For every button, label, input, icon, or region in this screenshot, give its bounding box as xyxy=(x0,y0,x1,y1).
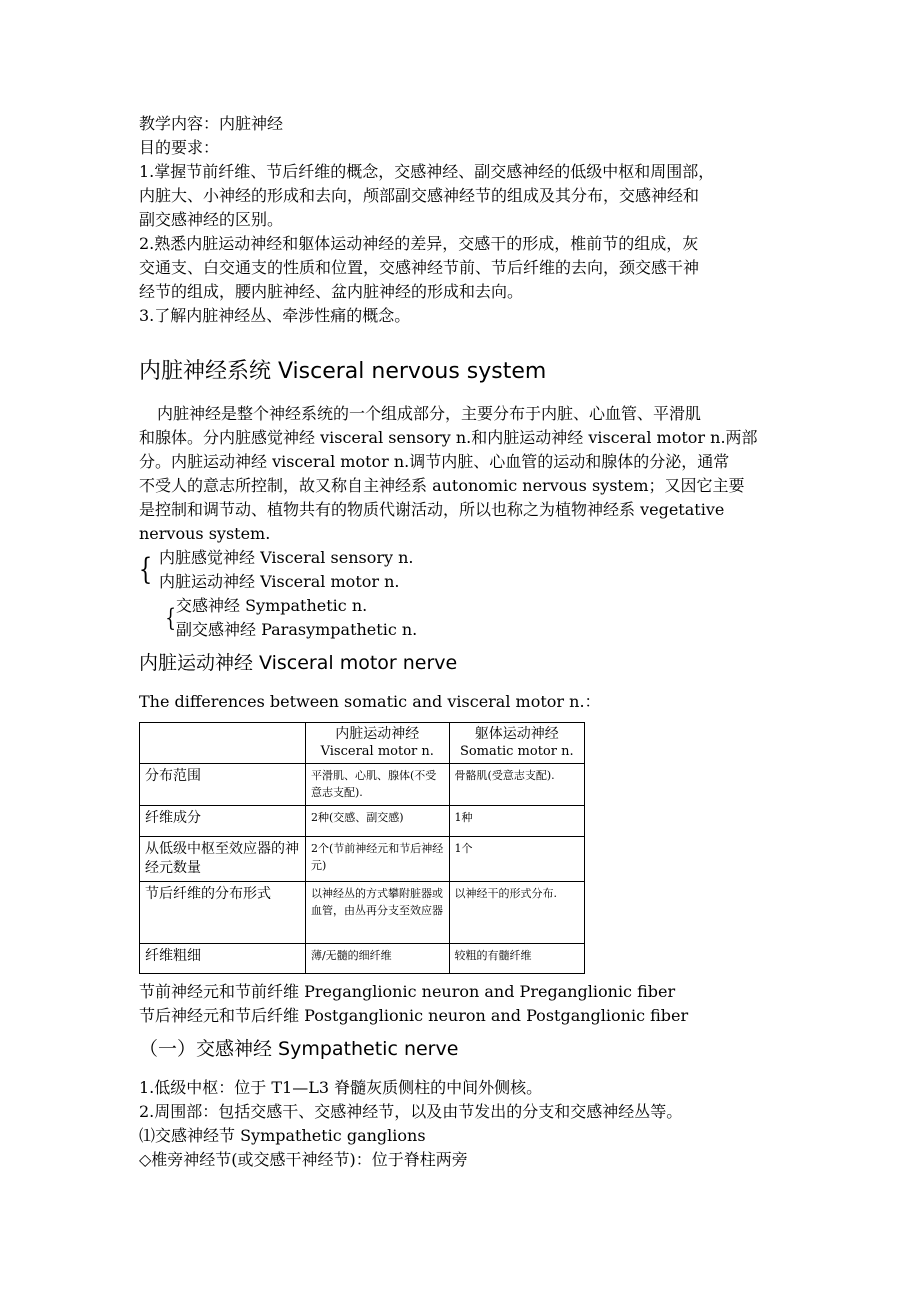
row-label: 纤维成分 xyxy=(140,806,306,837)
table-row xyxy=(140,806,585,837)
tree-parasympathetic: 副交感神经 Parasympathetic n. xyxy=(176,620,418,639)
aim-label: 目的要求： xyxy=(139,138,220,157)
row-label: 从低级中枢至效应器的神经元数量 xyxy=(140,837,306,882)
somatic-value: 以神经干的形式分布. xyxy=(449,882,584,944)
header-visceral-cn: 内脏运动神经 xyxy=(335,726,420,742)
postganglionic-line: 节后神经元和节后纤维 Postganglionic neuron and Postganglionic fiber xyxy=(139,1006,689,1025)
visceral-value: 薄/无髓的细纤维 xyxy=(305,944,449,974)
table-row xyxy=(140,882,585,944)
row-label: 分布范围 xyxy=(140,764,306,806)
paragraph-line-2: 和腺体。分内脏感觉神经 visceral sensory n.和内脏运动神经 visceral motor n.两部 xyxy=(139,428,758,447)
tree-sympathetic: 交感神经 Sympathetic n. xyxy=(176,596,368,615)
visceral-value: 平滑肌、心肌、腺体(不受意志支配). xyxy=(305,764,449,806)
comparison-table xyxy=(139,722,585,974)
tree-visceral-motor: 内脏运动神经 Visceral motor n. xyxy=(159,572,400,591)
table-row xyxy=(140,837,585,882)
header-visceral-en: Visceral motor n. xyxy=(320,744,434,759)
header-somatic-cn: 躯体运动神经 xyxy=(474,726,559,742)
somatic-value: 骨骼肌(受意志支配). xyxy=(449,764,584,806)
classification-brace: { xyxy=(138,552,153,587)
sympathetic-item-3: ⑴交感神经节 Sympathetic ganglions xyxy=(139,1126,426,1145)
paragraph-line-3: 分。内脏运动神经 visceral motor n.调节内脏、心血管的运动和腺体的分泌，通常 xyxy=(139,452,730,471)
motor-subdivision-brace: { xyxy=(165,604,176,632)
table-header-row xyxy=(140,723,585,764)
somatic-value: 较粗的有髓纤维 xyxy=(449,944,584,974)
paragraph-line-4: 不受人的意志所控制，故又称自主神经系 autonomic nervous system；又因它主要 xyxy=(139,476,745,495)
requirement-3: 3.了解内脏神经丛、牵涉性痛的概念。 xyxy=(139,306,411,325)
requirement-2-line-1: 2.熟悉内脏运动神经和躯体运动神经的差异，交感干的形成，椎前节的组成，灰 xyxy=(139,234,699,253)
lesson-title: 教学内容：内脏神经 xyxy=(139,114,284,133)
table-row xyxy=(140,764,585,806)
requirement-1-line-1: 1.掌握节前纤维、节后纤维的概念，交感神经、副交感神经的低级中枢和周围部， xyxy=(139,162,715,181)
sympathetic-item-4: ◇椎旁神经节(或交感干神经节)：位于脊柱两旁 xyxy=(139,1150,468,1169)
row-label: 节后纤维的分布形式 xyxy=(140,882,306,944)
paragraph-line-5: 是控制和调节动、植物共有的物质代谢活动，所以也称之为植物神经系 vegetative xyxy=(139,500,725,519)
paragraph-line-6: nervous system. xyxy=(139,524,271,543)
sympathetic-item-1: 1.低级中枢：位于 T1—L3 脊髓灰质侧柱的中间外侧核。 xyxy=(139,1078,543,1097)
row-label: 纤维粗细 xyxy=(140,944,306,974)
header-somatic xyxy=(449,723,584,764)
sympathetic-item-2: 2.周围部：包括交感干、交感神经节，以及由节发出的分支和交感神经丛等。 xyxy=(139,1102,683,1121)
requirement-1-line-3: 副交感神经的区别。 xyxy=(139,210,284,229)
requirement-1-line-2: 内脏大、小神经的形成和去向，颅部副交感神经节的组成及其分布，交感神经和 xyxy=(139,186,700,205)
table-corner-cell xyxy=(140,723,306,764)
somatic-value: 1个 xyxy=(449,837,584,882)
header-visceral xyxy=(305,723,449,764)
differences-caption: The differences between somatic and visceral motor n.： xyxy=(139,692,601,711)
tree-visceral-sensory: 内脏感觉神经 Visceral sensory n. xyxy=(159,548,414,567)
somatic-value: 1种 xyxy=(449,806,584,837)
preganglionic-line: 节前神经元和节前纤维 Preganglionic neuron and Preganglionic fiber xyxy=(139,982,676,1001)
visceral-value: 以神经丛的方式攀附脏器或血管，由丛再分支至效应器 xyxy=(305,882,449,944)
requirement-2-line-3: 经节的组成，腰内脏神经、盆内脏神经的形成和去向。 xyxy=(139,282,524,301)
header-somatic-en: Somatic motor n. xyxy=(459,744,574,759)
section-heading-sympathetic-nerve: （一）交感神经 Sympathetic nerve xyxy=(139,1038,459,1060)
requirement-2-line-2: 交通支、白交通支的性质和位置，交感神经节前、节后纤维的去向，颈交感干神 xyxy=(139,258,700,277)
section-heading-visceral-nervous-system: 内脏神经系统 Visceral nervous system xyxy=(139,359,547,384)
visceral-value: 2种(交感、副交感) xyxy=(305,806,449,837)
section-heading-visceral-motor-nerve: 内脏运动神经 Visceral motor nerve xyxy=(139,652,458,674)
table-row xyxy=(140,944,585,974)
paragraph-line-1: 内脏神经是整个神经系统的一个组成部分，主要分布于内脏、心血管、平滑肌 xyxy=(157,404,702,423)
visceral-value: 2个(节前神经元和节后神经元) xyxy=(305,837,449,882)
